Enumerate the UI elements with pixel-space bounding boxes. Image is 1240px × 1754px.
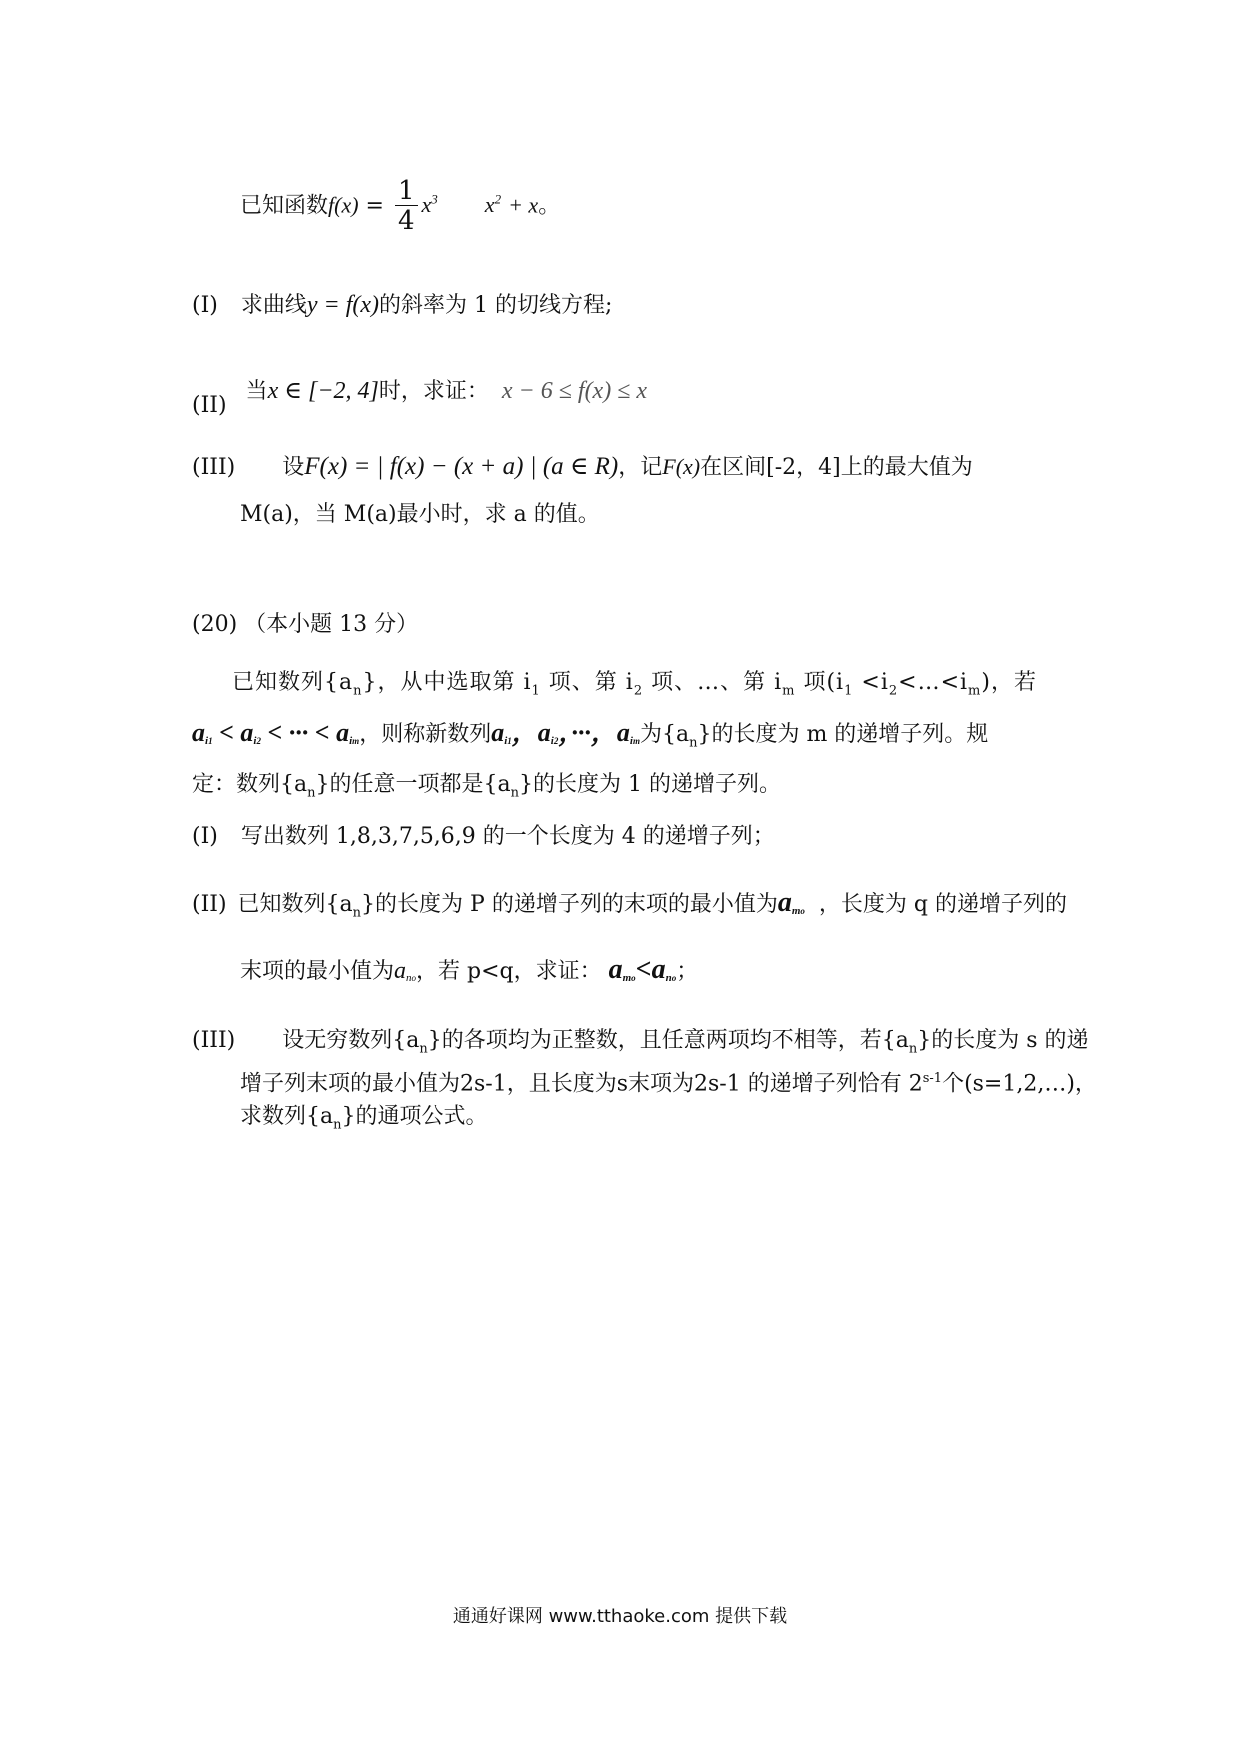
a: a <box>192 718 205 747</box>
sup: s-1 <box>922 1071 943 1086</box>
t: 求数列{a <box>240 1104 334 1129</box>
part-label: (III) <box>192 455 236 480</box>
fraction-denominator: 4 <box>397 205 415 236</box>
q19-part2 <box>192 376 648 418</box>
i: i <box>550 735 554 747</box>
lt: < <box>635 954 652 985</box>
q20-header <box>192 610 418 640</box>
t: ，若 p<q，求证： <box>416 959 602 984</box>
i: i <box>629 735 633 747</box>
sub <box>205 735 213 747</box>
x-symbol: x <box>484 192 495 218</box>
sub: n <box>689 735 698 751</box>
q19-part3-post: 在区间[-2，4]上的最大值为 <box>700 455 973 480</box>
i: i <box>349 735 353 747</box>
part-label: (III) <box>192 1028 236 1053</box>
q20-part2-line2 <box>240 955 698 993</box>
lt: < <box>267 718 283 747</box>
o: o <box>631 973 636 983</box>
part-label: (II) <box>192 393 227 418</box>
t: 设无穷数列{a <box>282 1028 420 1053</box>
q19-part3-line2 <box>240 500 600 530</box>
part-label: (I) <box>192 824 218 849</box>
a-n0 <box>394 958 416 984</box>
comma: ， <box>511 718 538 747</box>
footer: 通通好课网 www.tthaoke.com 提供下载 <box>452 1606 788 1627</box>
t: }的长度为 s 的递 <box>917 1028 1089 1053</box>
t: 已知数列{a <box>232 670 354 695</box>
q19-intro-end: 。 <box>538 193 561 219</box>
q19-part2-ineq: x − 6 ≤ f(x) ≤ x <box>501 378 648 404</box>
q19-part2-cond: x ∈ [−2, 4] <box>267 378 379 404</box>
t: }，从中选取第 i <box>362 670 532 695</box>
sub: n <box>908 1041 918 1057</box>
sub <box>792 905 805 917</box>
a: a <box>616 718 630 747</box>
q20-part1 <box>192 822 775 852</box>
q20-part3-line2 <box>240 1064 1097 1099</box>
dots: ··· <box>571 718 591 747</box>
t: }的长度为 m 的递增子列。规 <box>697 722 989 747</box>
q19-part1-pre: 求曲线 <box>240 293 307 318</box>
comma: ， <box>558 718 572 747</box>
q20-para-line1 <box>232 668 1037 706</box>
q19-part3 <box>192 452 973 483</box>
q19-intro-fx: f(x) <box>328 192 359 218</box>
i: i <box>504 735 508 747</box>
lt: < <box>314 718 330 747</box>
n: 1 <box>208 736 213 746</box>
q19-intro-prefix: 已知函数 <box>240 193 329 219</box>
sub: m <box>782 683 796 699</box>
o: o <box>411 973 417 983</box>
t: ，长度为 q 的递增子列的 <box>818 892 1067 917</box>
a: a <box>608 954 623 985</box>
sub: 2 <box>633 683 644 699</box>
q19-part2-pre: 当 <box>245 379 268 404</box>
q20-part3 <box>192 1026 1089 1064</box>
o: o <box>800 906 805 916</box>
q19-intro-plus-x: + x <box>508 192 539 218</box>
a: a <box>491 718 505 747</box>
sub: 2 <box>888 683 899 699</box>
m: m <box>622 972 632 984</box>
sub: n <box>419 1041 428 1057</box>
o: o <box>671 973 677 983</box>
n: n <box>665 972 672 984</box>
n: m <box>352 736 360 746</box>
q19-intro <box>240 168 561 236</box>
sub <box>253 735 261 747</box>
comma: ， <box>590 718 617 747</box>
t: 末项的最小值为 <box>240 959 395 984</box>
t: <i <box>853 670 889 695</box>
q19-part1 <box>192 290 612 321</box>
am0-lt-an0 <box>609 954 677 985</box>
sub: n <box>307 785 316 801</box>
q19-part3-mid: ，记 <box>618 455 663 480</box>
sub: n <box>333 1117 342 1133</box>
part-label: (I) <box>192 293 218 318</box>
a: a <box>336 718 350 747</box>
sub: n <box>353 683 363 699</box>
sub: 1 <box>531 683 541 699</box>
n: 2 <box>256 736 261 746</box>
fraction-numerator: 1 <box>395 177 418 206</box>
lt: < <box>219 718 234 747</box>
t: }的通项公式。 <box>341 1104 488 1129</box>
n: 2 <box>553 736 559 746</box>
q19-part1-post: 的斜率为 1 的切线方程; <box>379 293 613 318</box>
t: 定：数列{a <box>192 772 308 797</box>
a: a <box>394 958 407 984</box>
a: a <box>777 887 792 918</box>
t: }的各项均为正整数，且任意两项均不相等，若{a <box>427 1028 909 1053</box>
q20-part3-line3 <box>240 1102 488 1140</box>
a: a <box>651 954 666 985</box>
q19-part2-mid: 时，求证： <box>378 379 489 404</box>
sub: n <box>352 905 362 921</box>
q19-part3-pre: 设 <box>282 455 305 480</box>
q19-intro-x-squared <box>485 192 501 217</box>
sub: m <box>968 683 982 699</box>
i: i <box>253 735 257 747</box>
t: 项(i <box>795 670 845 695</box>
q20-para-line3 <box>192 770 781 808</box>
sub <box>504 735 512 747</box>
sub <box>666 972 677 984</box>
t: 增子列末项的最小值为2s-1，且长度为s末项为2s-1 的递增子列恰有 2 <box>240 1071 923 1097</box>
exponent-2: 2 <box>494 192 502 207</box>
sub: n <box>510 785 519 801</box>
x-symbol: x <box>421 192 432 218</box>
m: m <box>791 905 801 917</box>
t: 个(s=1,2,…)， <box>942 1071 1097 1097</box>
t: 为{a <box>639 722 690 747</box>
t: ，则称新数列 <box>359 722 492 747</box>
q19-intro-eq: = <box>365 193 384 219</box>
sub <box>623 972 636 984</box>
q19-part3-fx: F(x) <box>662 454 701 479</box>
t: <…<i <box>898 670 969 695</box>
q19-intro-fraction <box>395 177 418 236</box>
q19-intro-x-cubed <box>422 192 438 217</box>
t: ； <box>676 959 699 984</box>
part-label: (II) <box>192 892 227 917</box>
n: m <box>632 736 640 746</box>
q20-part1-text: 写出数列 1,8,3,7,5,6,9 的一个长度为 4 的递增子列； <box>240 824 775 849</box>
t: )，若 <box>981 670 1037 695</box>
q20-para-line2 <box>192 718 988 758</box>
exponent-3: 3 <box>431 192 438 207</box>
t: }的长度为 P 的递增子列的末项的最小值为 <box>361 892 778 917</box>
t: 已知数列{a <box>237 892 353 917</box>
seq-ineq <box>192 718 359 747</box>
sub <box>630 735 640 747</box>
q19-part3-expr: F(x) = | f(x) − (x + a) | (a ∈ R) <box>304 453 619 480</box>
a: a <box>537 718 551 747</box>
q20-part2 <box>192 888 1067 928</box>
a: a <box>240 718 254 747</box>
q20-header-text: (20) （本小题 13 分） <box>192 612 419 637</box>
q19-part3-line2-text: M(a)，当 M(a)最小时，求 a 的值。 <box>240 502 600 527</box>
n: n <box>406 972 412 984</box>
a-m0 <box>778 887 805 918</box>
sub <box>349 735 359 747</box>
t: }的长度为 1 的递增子列。 <box>519 772 781 797</box>
sub: 1 <box>844 683 854 699</box>
t: 项、…、第 i <box>643 670 783 695</box>
i: i <box>205 735 209 747</box>
n: 1 <box>507 736 512 746</box>
dots: ··· <box>288 718 309 747</box>
q19-part1-expr: y = f(x) <box>306 292 380 318</box>
t: 项、第 i <box>540 670 634 695</box>
t: }的任意一项都是{a <box>315 772 511 797</box>
sub <box>406 972 416 984</box>
new-seq <box>491 718 640 747</box>
